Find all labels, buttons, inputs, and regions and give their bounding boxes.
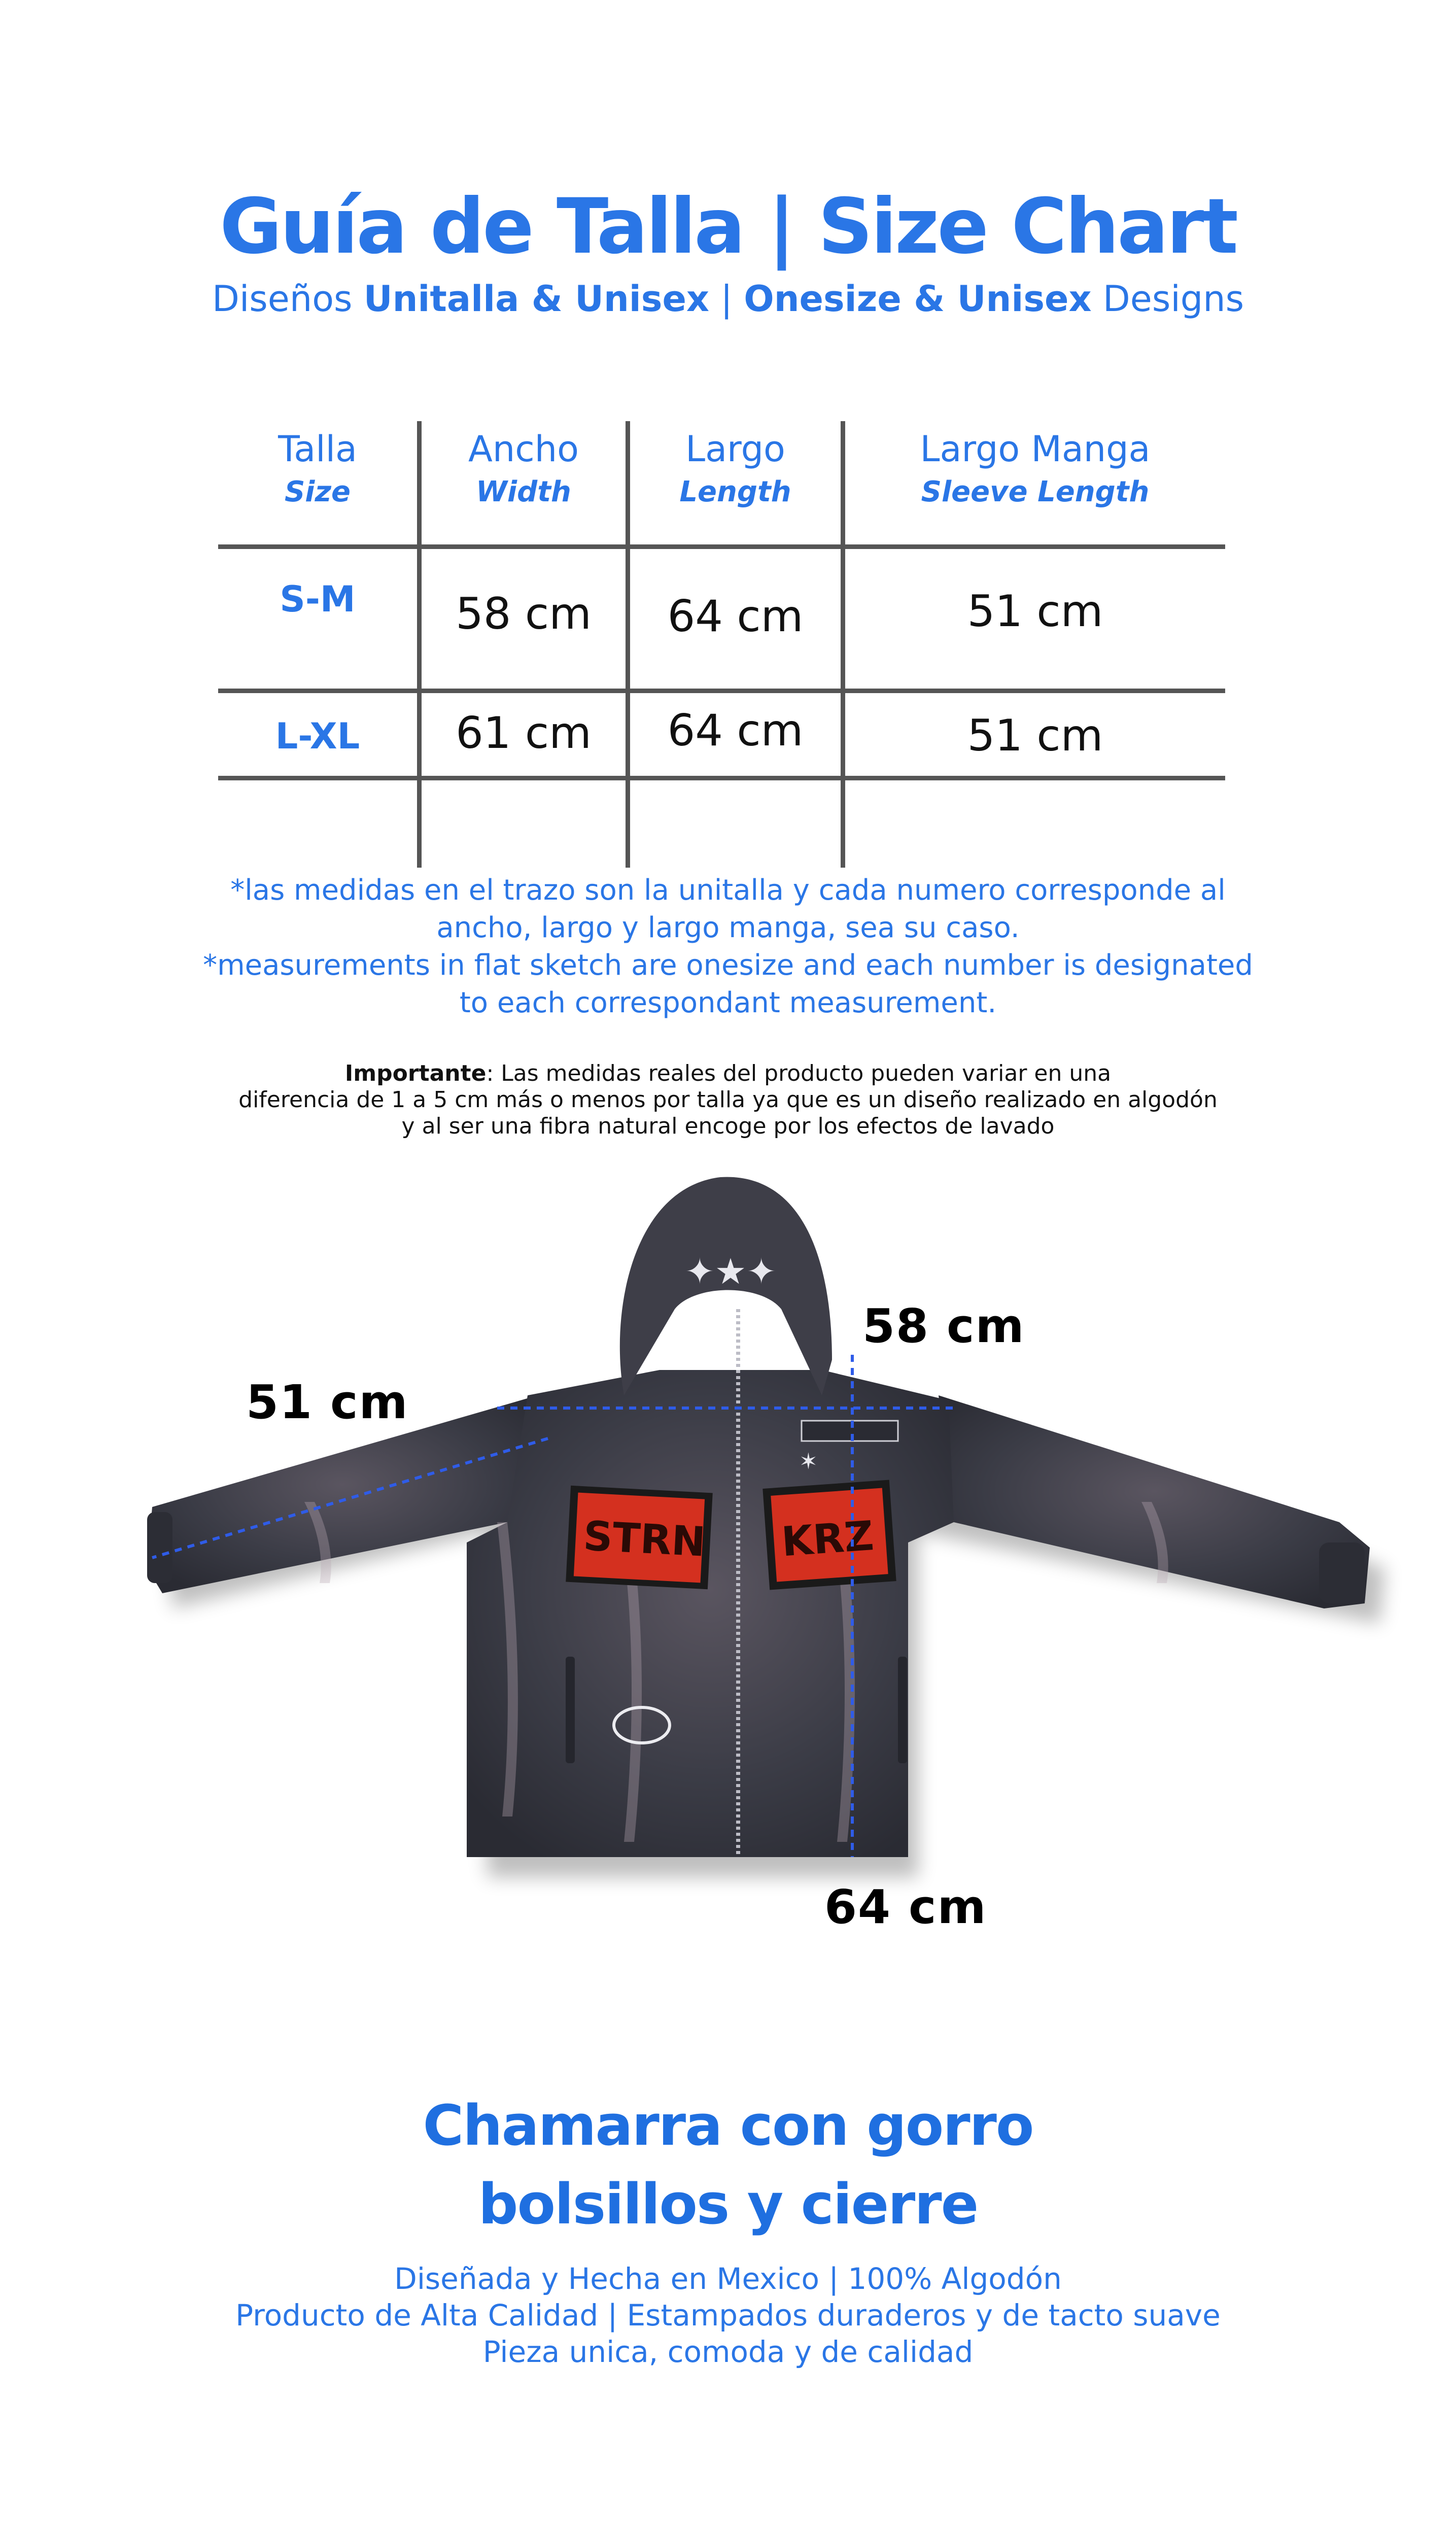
subtitle-prefix: Diseños (212, 278, 364, 320)
measurement-note-spanish: *las medidas en el trazo son la unitalla y cada numero corresponde al ancho, largo y largo manga, sea su caso. (230, 874, 1226, 944)
length-measurement-label: 64 cm (824, 1880, 987, 1934)
important-label: Importante (344, 1060, 487, 1086)
column-header-sleeve: Largo Manga Sleeve Length (920, 428, 1151, 508)
subtitle-spanish-bold: Unitalla & Unisex (363, 278, 710, 320)
cell-length-s-m: 64 cm (667, 591, 804, 642)
table-divider-row1 (218, 689, 1225, 693)
right-patch (762, 1480, 896, 1590)
table-column-divider-3 (841, 421, 845, 868)
cell-width-l-xl: 61 cm (456, 708, 592, 759)
jacket-body (467, 1370, 954, 1857)
svg-text:✶: ✶ (799, 1449, 818, 1475)
column-header-size: Talla Size (278, 428, 357, 508)
product-title-line2: bolsillos y cierre (478, 2172, 978, 2237)
column-header-length: Largo Length (679, 428, 791, 508)
important-notice: Importante: Las medidas reales del producto pueden variar en una diferencia de 1 a 5 cm más o menos por talla ya que es un diseño realizado en algodón y al ser una fibra natural encoge por los efectos de lavado (238, 1060, 1218, 1139)
cell-width-s-m: 58 cm (456, 589, 592, 639)
svg-text:STRN: STRN (582, 1512, 707, 1566)
table-divider-header (218, 544, 1225, 549)
product-title-line1: Chamarra con gorro (423, 2093, 1033, 2158)
cell-sleeve-l-xl: 51 cm (967, 710, 1103, 761)
table-column-divider-2 (626, 421, 630, 868)
size-table (0, 0, 1456, 873)
svg-text:KRZ: KRZ (780, 1512, 876, 1566)
measurement-note-english: *measurements in flat sketch are onesize and each number is designated to each correspondant measurement. (203, 949, 1253, 1019)
cell-sleeve-s-m: 51 cm (967, 586, 1103, 637)
product-info: Diseñada y Hecha en Mexico | 100% Algodón Producto de Alta Calidad | Estampados duraderos y de tacto suave Pieza unica, comoda y de calidad (235, 2261, 1221, 2369)
table-column-divider-1 (417, 421, 422, 868)
subtitle-english-bold: Onesize & Unisex (744, 278, 1092, 320)
subtitle-suffix: Designs (1091, 278, 1244, 320)
left-patch (566, 1486, 713, 1589)
page-title: Guía de Talla | Size Chart (219, 183, 1237, 271)
size-label-s-m: S-M (280, 578, 356, 620)
column-header-width: Ancho Width (468, 428, 579, 508)
cell-length-l-xl: 64 cm (667, 705, 804, 756)
size-label-l-xl: L-XL (275, 715, 360, 757)
svg-text:✦★✦: ✦★✦ (685, 1251, 777, 1292)
subtitle-separator: | (709, 278, 744, 320)
jacket-illustration (0, 1157, 1456, 1948)
table-divider-row2 (218, 776, 1225, 780)
width-measurement-label: 58 cm (862, 1299, 1025, 1353)
sleeve-measurement-label: 51 cm (246, 1375, 409, 1429)
